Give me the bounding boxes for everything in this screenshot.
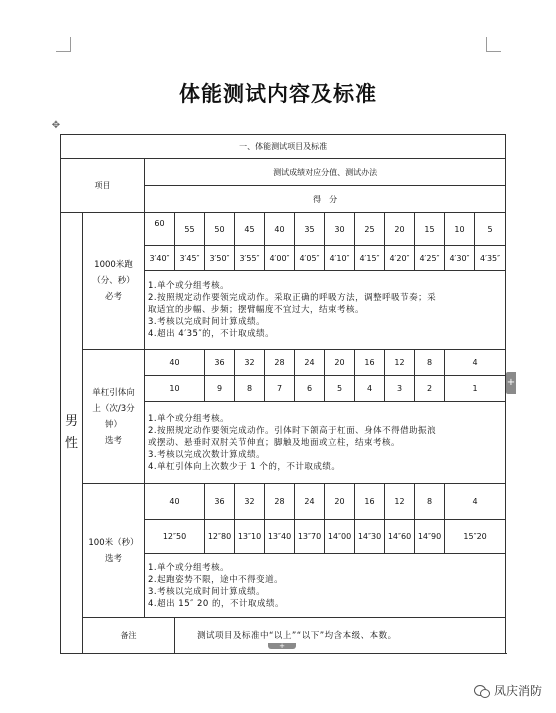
pullup-score: 40 — [145, 350, 205, 376]
pullup-score: 16 — [355, 350, 385, 376]
rule-line: 1.单个或分组考核。 — [148, 413, 230, 424]
run1000-score: 20 — [385, 213, 415, 246]
run100-score: 40 — [145, 484, 205, 520]
watermark-text: 凤庆消防 — [493, 684, 542, 698]
run1000-time: 3′40″ — [145, 246, 175, 271]
item-header: 项目 — [61, 159, 145, 213]
run1000-score: 45 — [235, 213, 265, 246]
rule-line: 2.按照规定动作要领完成动作。引体时下颌高于杠面、身体不得借助振浪 — [148, 425, 437, 436]
rule-line: 1.单个或分组考核。 — [148, 562, 230, 573]
run1000-time: 4′30″ — [445, 246, 475, 271]
run100-time: 13″40 — [265, 520, 295, 554]
run100-score: 20 — [325, 484, 355, 520]
run1000-time: 4′15″ — [355, 246, 385, 271]
wechat-icon — [474, 685, 490, 697]
pullup-score: 8 — [415, 350, 445, 376]
run100-item — [83, 484, 145, 618]
rule-line: 1.单个或分组考核。 — [148, 281, 230, 291]
run100-time: 13″10 — [235, 520, 265, 554]
run100-time: 14″90 — [415, 520, 445, 554]
rule-line: 3.考核以完成时间计算成绩。 — [148, 317, 266, 327]
run100-score: 32 — [235, 484, 265, 520]
rule-line: 4.单杠引体向上次数少于 1 个的，不计取成绩。 — [148, 461, 341, 472]
watermark — [474, 682, 542, 699]
table-row — [61, 159, 506, 186]
pullup-score: 4 — [445, 350, 506, 376]
run1000-item-text: 1000米跑 （分、秒） 必考 — [92, 260, 135, 302]
run1000-time: 3′50″ — [205, 246, 235, 271]
run1000-score: 10 — [445, 213, 475, 246]
run100-score: 12 — [385, 484, 415, 520]
run1000-score: 25 — [355, 213, 385, 246]
run1000-time: 4′05″ — [295, 246, 325, 271]
table-row — [61, 135, 506, 159]
pullup-count: 9 — [205, 376, 235, 402]
run1000-score: 40 — [265, 213, 295, 246]
run100-time: 12″80 — [205, 520, 235, 554]
run100-time: 14″60 — [385, 520, 415, 554]
method-header: 测试成绩对应分值、测试办法 — [145, 159, 506, 186]
remarks-label: 备注 — [83, 618, 175, 654]
rule-line: 2.起跑姿势不限，途中不得变道。 — [148, 574, 284, 585]
pullup-count: 6 — [295, 376, 325, 402]
run1000-time: 4′10″ — [325, 246, 355, 271]
rule-line: 取适宜的步幅、步频；摆臂幅度不宜过大，结束考核。 — [148, 305, 365, 315]
add-column-tab-icon[interactable]: + — [506, 372, 516, 394]
run1000-time: 4′20″ — [385, 246, 415, 271]
run1000-time: 3′55″ — [235, 246, 265, 271]
run1000-score: 15 — [415, 213, 445, 246]
document-title: 体能测试内容及标准 — [179, 81, 377, 106]
run100-score: 8 — [415, 484, 445, 520]
crop-mark-top-left — [56, 37, 71, 52]
run1000-score: 50 — [205, 213, 235, 246]
run1000-time: 4′25″ — [415, 246, 445, 271]
pullup-count: 5 — [325, 376, 355, 402]
run1000-time: 4′00″ — [265, 246, 295, 271]
score-header: 得 分 — [145, 186, 506, 213]
rule-line: 4.超出 15″ 20 的，不计取成绩。 — [148, 598, 285, 609]
table-row — [61, 484, 506, 520]
run1000-score: 60 — [145, 213, 175, 246]
pullup-score: 36 — [205, 350, 235, 376]
pullup-score: 32 — [235, 350, 265, 376]
pullup-score: 28 — [265, 350, 295, 376]
pullup-score: 24 — [295, 350, 325, 376]
run100-time: 13″70 — [295, 520, 325, 554]
crop-mark-top-right — [486, 37, 501, 52]
pullup-rules — [145, 402, 506, 484]
rule-line: 4.超出 4′35″的，不计取成绩。 — [148, 329, 275, 339]
pullup-count: 3 — [385, 376, 415, 402]
run1000-item — [83, 213, 145, 350]
table-row — [61, 350, 506, 376]
pullup-count: 7 — [265, 376, 295, 402]
run100-rules — [145, 554, 506, 618]
pullup-count: 1 — [445, 376, 506, 402]
run100-time: 15″20 — [445, 520, 506, 554]
fitness-standards-table — [60, 134, 506, 654]
run1000-score: 5 — [475, 213, 506, 246]
run1000-time: 3′45″ — [175, 246, 205, 271]
rule-line: 3.考核以完成次数计算成绩。 — [148, 449, 266, 460]
remarks-text: 测试项目及标准中“以上”“以下”均含本级、本数。 — [175, 618, 506, 654]
run1000-time: 4′35″ — [475, 246, 506, 271]
pullup-count: 2 — [415, 376, 445, 402]
run100-score: 16 — [355, 484, 385, 520]
run1000-score: 55 — [175, 213, 205, 246]
run100-time: 14″30 — [355, 520, 385, 554]
run100-score: 28 — [265, 484, 295, 520]
rule-line: 3.考核以完成时间计算成绩。 — [148, 586, 266, 597]
rule-line: 2.按照规定动作要领完成动作。采取正确的呼吸方法，调整呼吸节奏；采 — [148, 293, 437, 303]
run1000-score: 35 — [295, 213, 325, 246]
run1000-rules — [145, 271, 506, 350]
add-row-tab-icon[interactable]: + — [268, 643, 296, 649]
pullup-score: 12 — [385, 350, 415, 376]
pullup-item-text: 单杠引体向 上（次/3分 钟） 选考 — [92, 387, 135, 446]
pullup-count: 4 — [355, 376, 385, 402]
table-row — [61, 213, 506, 246]
pullup-item — [83, 350, 145, 484]
run100-time: 12″50 — [145, 520, 205, 554]
run100-item-text: 100米（秒） 选考 — [88, 537, 139, 564]
table-move-handle-icon[interactable]: ✥ — [51, 120, 61, 131]
pullup-count: 10 — [145, 376, 205, 402]
gender-text: 男 性 — [64, 414, 78, 451]
run1000-score: 30 — [325, 213, 355, 246]
gender-label — [61, 213, 83, 654]
pullup-count: 8 — [235, 376, 265, 402]
rule-line: 或摆动、悬垂时双肘关节伸直；脚触及地面或立柱，结束考核。 — [148, 437, 401, 448]
run100-score: 36 — [205, 484, 235, 520]
pullup-score: 20 — [325, 350, 355, 376]
run100-score: 24 — [295, 484, 325, 520]
run100-time: 14″00 — [325, 520, 355, 554]
section-header: 一、体能测试项目及标准 — [61, 135, 506, 159]
run100-score: 4 — [445, 484, 506, 520]
